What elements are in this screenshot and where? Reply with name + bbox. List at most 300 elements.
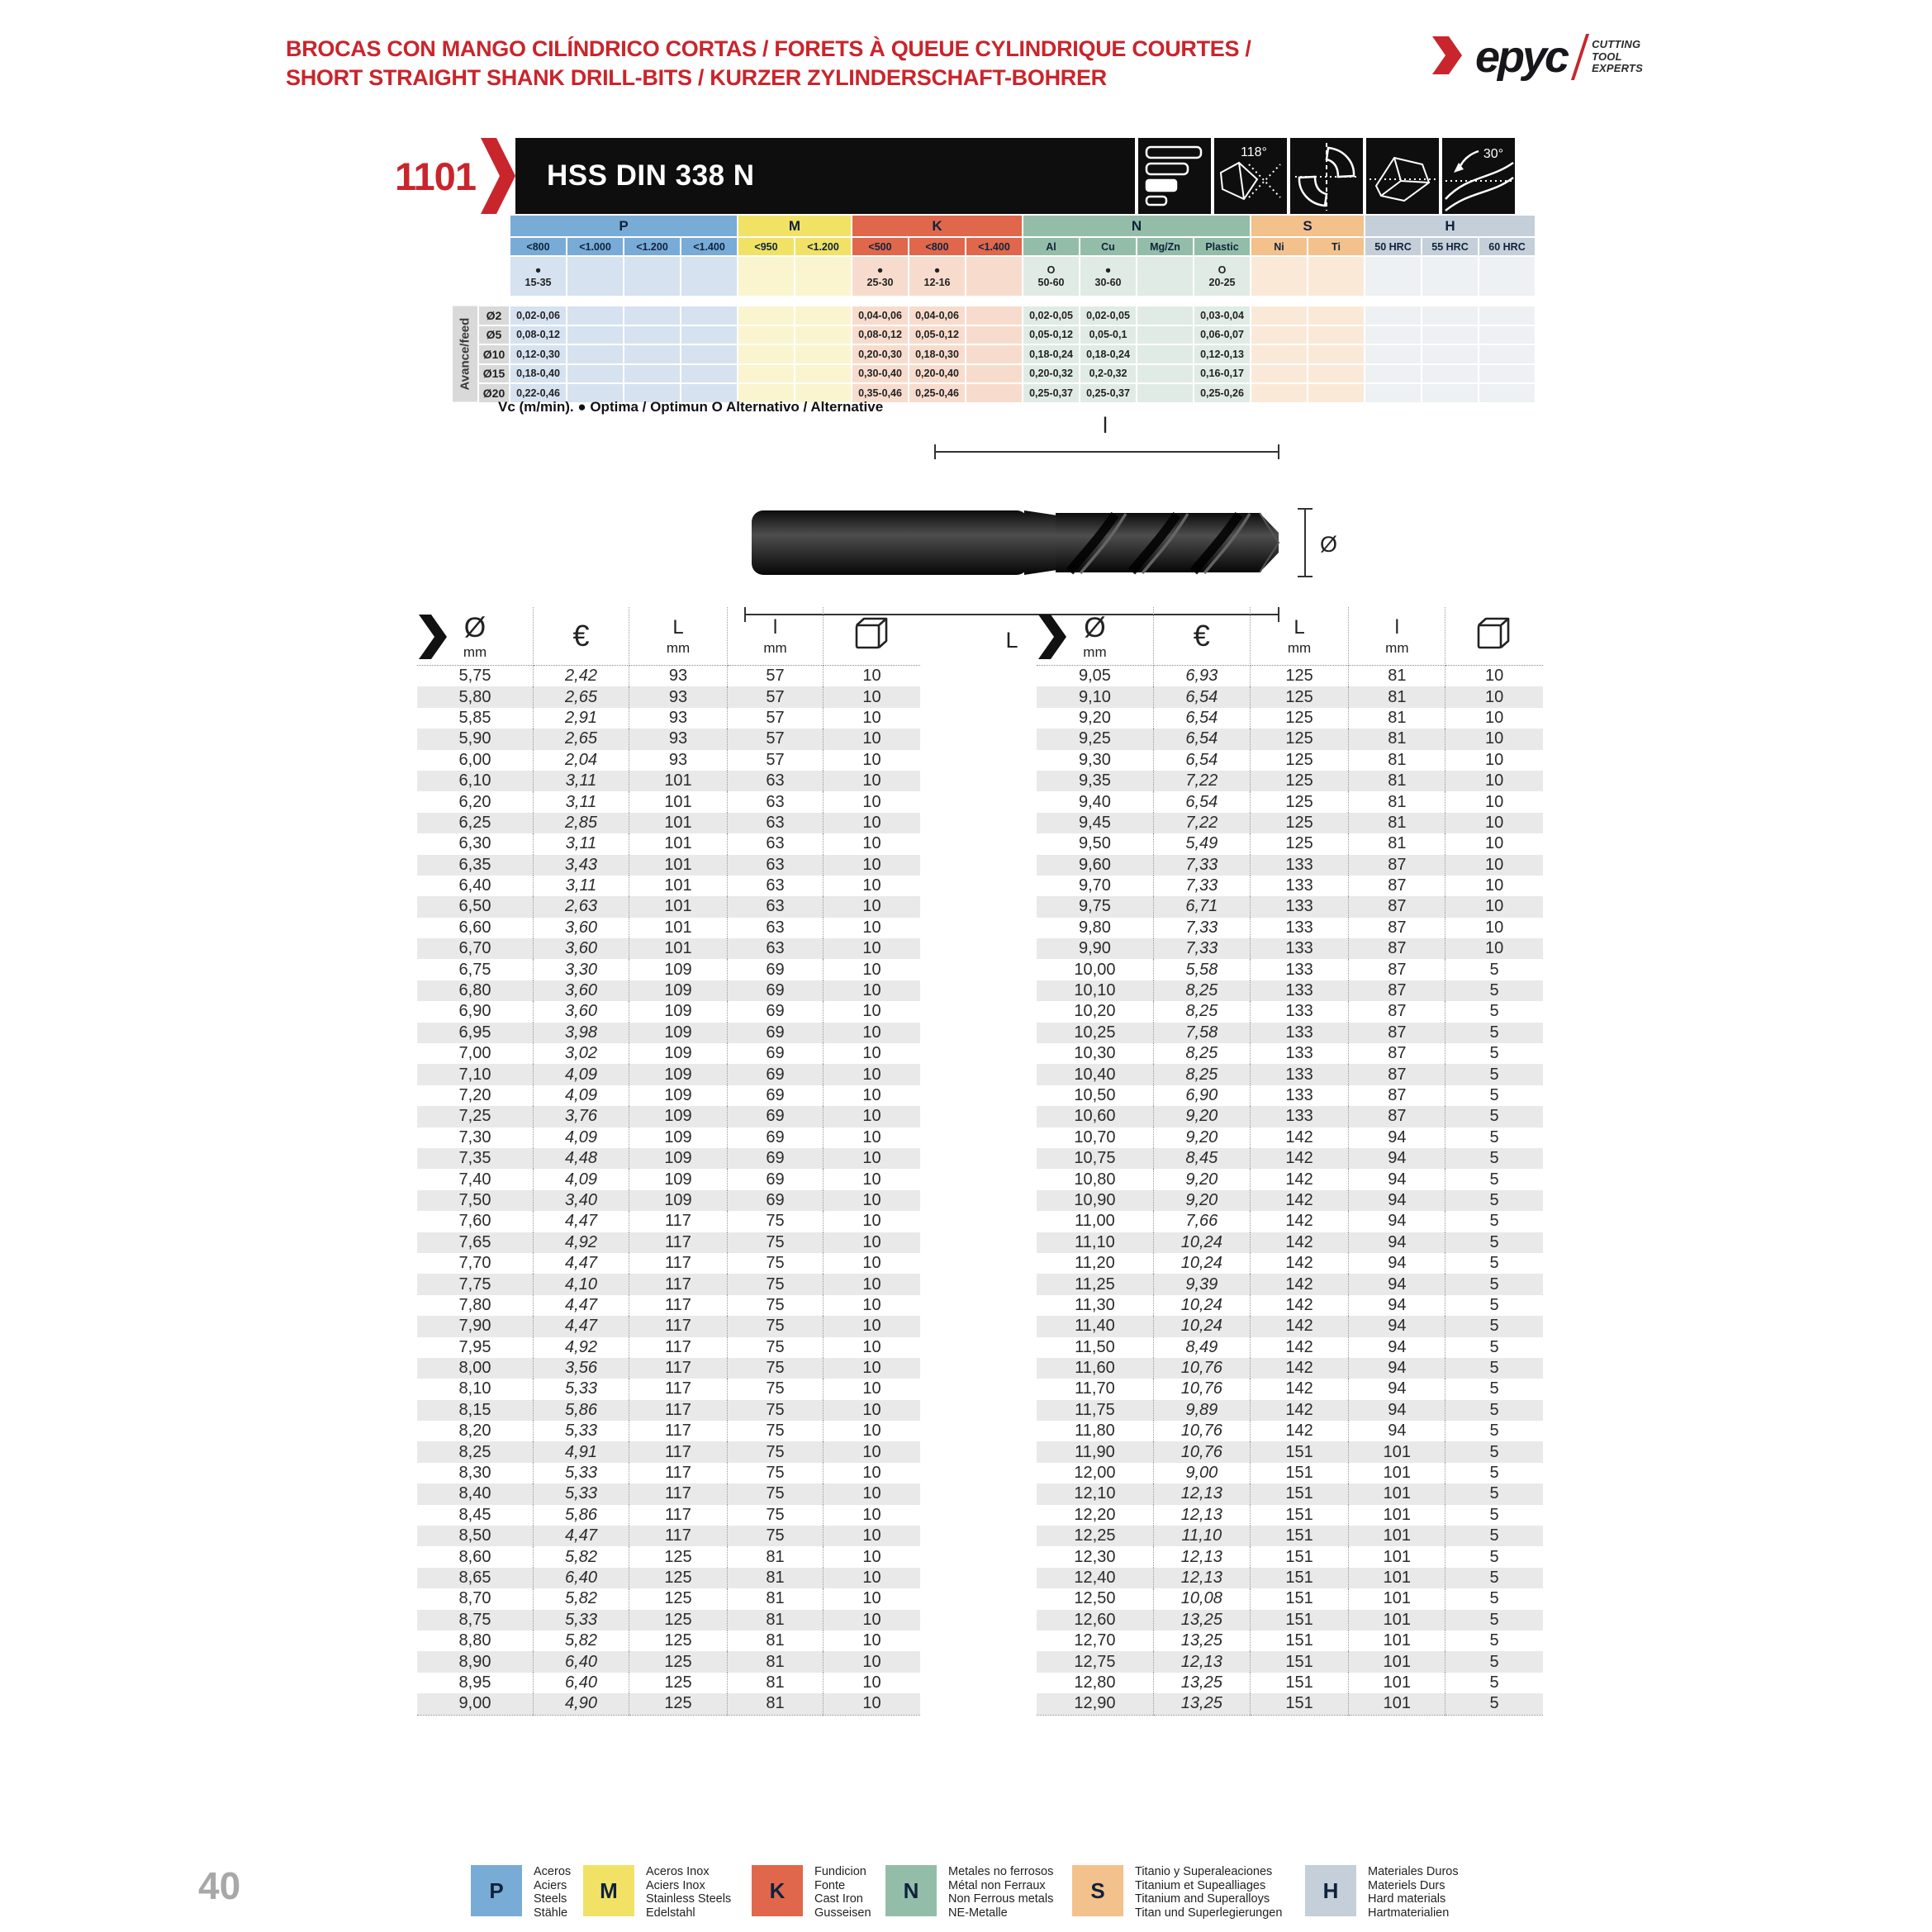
page-title <box>286 35 1251 93</box>
flute-length-cell: 81 <box>728 1588 824 1609</box>
pack-qty-cell: 10 <box>862 1589 881 1608</box>
diameter-dimension <box>1298 509 1313 577</box>
diameter-cell: 11,90 <box>1037 1441 1153 1462</box>
table-row <box>417 1546 920 1567</box>
diameter-cell: 12,25 <box>1037 1526 1153 1546</box>
pack-qty-cell: 10 <box>862 1547 881 1566</box>
flute-length-cell: 81 <box>728 1693 824 1715</box>
material-group-header-P: P <box>510 216 737 236</box>
feed-value-cell: 0,05-0,1 <box>1080 326 1136 344</box>
total-length-cell: 117 <box>629 1379 728 1399</box>
flute-length-cell: 101 <box>1349 1526 1445 1546</box>
total-length-cell: 125 <box>1250 791 1349 812</box>
optima-cell <box>624 257 680 296</box>
legend-swatch-M: M <box>583 1865 634 1916</box>
table-row <box>417 771 920 791</box>
total-length-cell: 109 <box>629 1001 728 1022</box>
diameter-cell: 9,10 <box>1037 686 1153 707</box>
total-length-cell: 142 <box>1250 1190 1349 1211</box>
table-row <box>417 1148 920 1169</box>
diameter-cell: 9,90 <box>1037 938 1153 959</box>
pack-qty-cell: 5 <box>1489 1254 1499 1273</box>
table-row <box>1037 896 1543 917</box>
pack-qty-cell: 10 <box>862 1400 881 1419</box>
table-row <box>1037 750 1543 771</box>
catalog-header-row <box>417 607 920 666</box>
pack-qty-cell: 10 <box>862 1002 881 1021</box>
feed-value-cell <box>681 365 737 383</box>
flute-length-cell: 81 <box>1349 666 1445 687</box>
product-name-bar <box>515 138 1135 214</box>
price-cell: 3,11 <box>534 833 629 854</box>
flute-length-cell: 81 <box>1349 750 1445 771</box>
pack-qty-cell: 10 <box>862 1065 881 1084</box>
table-row <box>417 1337 920 1358</box>
feed-value-cell <box>1365 384 1421 402</box>
feed-value-cell <box>738 326 794 344</box>
feed-value-cell: 0,04-0,06 <box>909 306 965 325</box>
total-length-cell: 109 <box>629 1148 728 1169</box>
price-cell: 4,09 <box>534 1064 629 1085</box>
table-row <box>417 1505 920 1526</box>
table-row <box>1037 1001 1543 1022</box>
price-cell: 7,58 <box>1153 1023 1250 1043</box>
flute-length-cell: 87 <box>1349 1106 1445 1127</box>
diameter-cell: 8,40 <box>417 1483 534 1504</box>
table-row <box>1037 1085 1543 1106</box>
pack-qty-cell: 10 <box>862 667 881 686</box>
pack-qty-cell: 5 <box>1489 1400 1499 1419</box>
pack-qty-cell: 5 <box>1489 1505 1499 1524</box>
price-cell: 3,11 <box>534 791 629 812</box>
total-length-cell: 109 <box>629 1127 728 1148</box>
price-cell: 4,47 <box>534 1295 629 1316</box>
diameter-cell: 9,05 <box>1037 666 1153 687</box>
price-cell: 6,40 <box>534 1651 629 1672</box>
optima-cell: O 20-25 <box>1194 257 1250 296</box>
feed-value-cell <box>966 365 1022 383</box>
brand-chevron-icon <box>1431 31 1474 83</box>
price-cell: 13,25 <box>1153 1673 1250 1693</box>
diameter-cell: 10,40 <box>1037 1064 1153 1085</box>
price-cell: 4,47 <box>534 1316 629 1336</box>
pack-qty-cell: 5 <box>1489 1002 1499 1021</box>
pack-qty-cell: 5 <box>1489 1232 1499 1251</box>
legend-item-N <box>885 1865 1053 1920</box>
catalog-table-left <box>417 607 917 1716</box>
total-length-cell: 101 <box>629 833 728 854</box>
flute-length-cell: 81 <box>728 1610 824 1631</box>
total-length-cell: 125 <box>1250 729 1349 749</box>
table-row <box>417 918 920 938</box>
flute-length-cell: 101 <box>1349 1546 1445 1567</box>
flute-length-cell: 81 <box>728 1631 824 1651</box>
total-length-cell: 151 <box>1250 1693 1349 1715</box>
feed-value-cell <box>567 306 623 325</box>
feed-value-cell <box>567 345 623 363</box>
brand-logo <box>1431 28 1643 86</box>
total-length-cell: 109 <box>629 1169 728 1189</box>
diameter-cell: 7,35 <box>417 1148 534 1169</box>
pack-qty-cell: 10 <box>862 771 881 790</box>
table-row <box>1037 1274 1543 1294</box>
total-length-cell: 93 <box>629 750 728 771</box>
total-length-cell: 125 <box>1250 666 1349 687</box>
flute-length-cell: 57 <box>728 686 824 707</box>
flute-length-cell: 63 <box>728 855 824 876</box>
table-row <box>1037 1568 1543 1588</box>
pack-qty-cell: 10 <box>862 729 881 748</box>
diameter-cell: 8,30 <box>417 1463 534 1483</box>
feed-value-cell <box>966 345 1022 363</box>
total-length-cell: 101 <box>629 896 728 917</box>
pack-qty-cell: 10 <box>862 1568 881 1587</box>
feed-value-cell <box>1251 326 1307 344</box>
pack-qty-cell: 5 <box>1489 1086 1499 1104</box>
pack-qty-cell: 5 <box>1489 1044 1499 1063</box>
diameter-cell: 11,50 <box>1037 1337 1153 1358</box>
diameter-column-header: Ø mm <box>1083 611 1107 660</box>
table-row <box>1037 938 1543 959</box>
diameter-cell: 10,25 <box>1037 1023 1153 1043</box>
table-row <box>1037 1421 1543 1441</box>
diameter-cell: 12,10 <box>1037 1483 1153 1504</box>
total-length-cell: 133 <box>1250 918 1349 938</box>
feed-value-cell <box>1422 384 1478 402</box>
price-cell: 10,76 <box>1153 1379 1250 1399</box>
pack-qty-cell: 10 <box>862 1232 881 1251</box>
feed-value-cell: 0,03-0,04 <box>1194 306 1250 325</box>
diameter-cell: 9,30 <box>1037 750 1153 771</box>
table-row <box>1037 686 1543 707</box>
table-row <box>1037 1379 1543 1399</box>
diameter-cell: 7,75 <box>417 1274 534 1294</box>
flute-length-cell: 63 <box>728 771 824 791</box>
diameter-cell: 7,40 <box>417 1169 534 1189</box>
total-length-cell: 117 <box>629 1441 728 1462</box>
pack-qty-cell: 10 <box>862 960 881 979</box>
price-cell: 3,43 <box>534 855 629 876</box>
feed-value-cell <box>966 384 1022 402</box>
pack-qty-cell: 5 <box>1489 1568 1499 1587</box>
price-cell: 8,25 <box>1153 1043 1250 1064</box>
feed-value-cell <box>738 306 794 325</box>
section-chevron-icon <box>1038 615 1066 663</box>
feed-value-cell: 0,08-0,12 <box>510 326 566 344</box>
price-cell: 7,22 <box>1153 771 1250 791</box>
flute-length-cell: 81 <box>1349 833 1445 854</box>
total-length-cell: 101 <box>629 938 728 959</box>
price-cell: 5,58 <box>1153 959 1250 980</box>
flute-length-label: l <box>1103 415 1108 438</box>
package-quantity-column-header <box>824 607 920 665</box>
pack-qty-cell: 5 <box>1489 1422 1499 1441</box>
flute-length-cell: 63 <box>728 791 824 812</box>
feed-value-cell: 0,04-0,06 <box>852 306 908 325</box>
flute-length-cell: 75 <box>728 1421 824 1441</box>
table-row <box>417 813 920 833</box>
total-length-cell: 101 <box>629 813 728 833</box>
total-length-cell: 125 <box>629 1673 728 1693</box>
price-cell: 4,09 <box>534 1127 629 1148</box>
feed-value-cell <box>1365 345 1421 363</box>
legend-labels: Aceros Inox Aciers Inox Stainless Steels Edelstahl <box>646 1865 732 1920</box>
diameter-cell: 8,45 <box>417 1505 534 1526</box>
speed-subcolumn-header: Plastic <box>1194 238 1250 255</box>
optima-cell: ● 12-16 <box>909 257 965 296</box>
flute-length-cell: 81 <box>728 1673 824 1693</box>
total-length-cell: 117 <box>629 1358 728 1379</box>
price-cell: 3,60 <box>534 938 629 959</box>
total-length-cell: 142 <box>1250 1274 1349 1294</box>
feed-row-diameter-label: Ø5 <box>479 326 509 344</box>
diameter-cell: 5,90 <box>417 729 534 749</box>
flute-length-cell: 101 <box>1349 1483 1445 1504</box>
price-cell: 5,33 <box>534 1610 629 1631</box>
table-row <box>417 1358 920 1379</box>
catalog-header-row <box>1037 607 1543 666</box>
table-row <box>417 1588 920 1609</box>
table-row <box>417 1441 920 1462</box>
pack-qty-cell: 10 <box>862 1023 881 1042</box>
price-cell: 6,90 <box>1153 1085 1250 1106</box>
flute-length-cell: 75 <box>728 1253 824 1274</box>
feed-value-cell <box>1137 306 1193 325</box>
feed-value-cell <box>795 345 851 363</box>
optima-cell <box>1422 257 1478 296</box>
pack-qty-cell: 10 <box>862 1652 881 1671</box>
table-row <box>417 686 920 707</box>
diameter-cell: 6,70 <box>417 938 534 959</box>
table-row <box>417 1651 920 1672</box>
total-length-cell: 142 <box>1250 1148 1349 1169</box>
diameter-cell: 9,20 <box>1037 708 1153 729</box>
pack-qty-cell: 5 <box>1489 1337 1499 1356</box>
flute-length-cell: 63 <box>728 833 824 854</box>
pack-qty-cell: 10 <box>862 1631 881 1650</box>
price-cell: 7,33 <box>1153 855 1250 876</box>
red-chevron-icon <box>481 138 515 214</box>
pack-qty-cell: 10 <box>1484 918 1504 937</box>
feed-value-cell <box>966 326 1022 344</box>
total-length-cell: 133 <box>1250 959 1349 980</box>
diameter-cell: 9,40 <box>1037 791 1153 812</box>
price-cell: 10,24 <box>1153 1316 1250 1336</box>
flute-length-cell: 63 <box>728 896 824 917</box>
legend-labels: Fundicion Fonte Cast Iron Gusseisen <box>814 1865 871 1920</box>
table-row <box>417 1463 920 1483</box>
pack-qty-cell: 10 <box>862 1505 881 1524</box>
diameter-cell: 11,10 <box>1037 1232 1153 1253</box>
diameter-cell: 12,20 <box>1037 1505 1153 1526</box>
pack-qty-cell: 5 <box>1489 1149 1499 1168</box>
optima-cell <box>795 257 851 296</box>
feed-value-cell <box>681 306 737 325</box>
speed-subcolumn-header: <1.200 <box>624 238 680 255</box>
legend-swatch-N: N <box>885 1865 937 1916</box>
material-group-header-M: M <box>738 216 851 236</box>
total-length-cell: 117 <box>629 1274 728 1294</box>
flute-length-cell: 63 <box>728 938 824 959</box>
feed-value-cell <box>1479 384 1535 402</box>
flute-length-cell: 87 <box>1349 918 1445 938</box>
diameter-cell: 10,75 <box>1037 1148 1153 1169</box>
flute-length-cell: 87 <box>1349 896 1445 917</box>
total-length-cell: 125 <box>629 1610 728 1631</box>
diameter-cell: 11,25 <box>1037 1274 1153 1294</box>
total-length-cell: 142 <box>1250 1358 1349 1379</box>
price-cell: 4,47 <box>534 1526 629 1546</box>
pack-qty-cell: 10 <box>862 1086 881 1104</box>
diameter-cell: 8,20 <box>417 1421 534 1441</box>
brand-wordmark: epyc <box>1475 32 1568 82</box>
total-length-cell: 142 <box>1250 1421 1349 1441</box>
diameter-cell: 12,60 <box>1037 1610 1153 1631</box>
table-row <box>417 1316 920 1336</box>
total-length-cell: 151 <box>1250 1546 1349 1567</box>
pack-qty-cell: 10 <box>862 1359 881 1378</box>
pack-qty-cell: 5 <box>1489 1547 1499 1566</box>
pack-qty-cell: 10 <box>1484 813 1504 832</box>
price-cell: 10,76 <box>1153 1441 1250 1462</box>
price-cell: 5,49 <box>1153 833 1250 854</box>
pack-qty-cell: 10 <box>1484 667 1504 686</box>
flute-length-cell: 101 <box>1349 1651 1445 1672</box>
total-length-cell: 109 <box>629 1064 728 1085</box>
legend-labels: Materiales Duros Materiels Durs Hard materials Hartmaterialien <box>1368 1865 1459 1920</box>
flute-length-cell: 101 <box>1349 1588 1445 1609</box>
feed-value-cell <box>567 326 623 344</box>
price-cell: 9,39 <box>1153 1274 1250 1294</box>
speed-subcolumn-header: 50 HRC <box>1365 238 1421 255</box>
pack-qty-cell: 10 <box>1484 729 1504 748</box>
table-row <box>1037 1610 1543 1631</box>
table-row <box>417 1001 920 1022</box>
price-cell: 2,85 <box>534 813 629 833</box>
total-length-cell: 117 <box>629 1253 728 1274</box>
flute-length-cell: 101 <box>1349 1610 1445 1631</box>
total-length-cell: 151 <box>1250 1526 1349 1546</box>
optima-cell <box>1365 257 1421 296</box>
table-row <box>417 1610 920 1631</box>
diameter-cell: 6,90 <box>417 1001 534 1022</box>
total-length-cell: 117 <box>629 1463 728 1483</box>
diameter-cell: 7,95 <box>417 1337 534 1358</box>
price-cell: 3,56 <box>534 1358 629 1379</box>
pack-qty-cell: 5 <box>1489 1212 1499 1231</box>
pack-qty-cell: 10 <box>862 834 881 853</box>
optima-cell <box>966 257 1022 296</box>
table-row <box>1037 1463 1543 1483</box>
diameter-cell: 12,30 <box>1037 1546 1153 1567</box>
total-length-cell: 142 <box>1250 1211 1349 1232</box>
diameter-cell: 8,90 <box>417 1651 534 1672</box>
feed-value-cell: 0,18-0,40 <box>510 365 566 383</box>
feed-value-cell <box>1422 345 1478 363</box>
price-cell: 9,89 <box>1153 1400 1250 1421</box>
speed-subcolumn-header: <950 <box>738 238 794 255</box>
diameter-cell: 5,80 <box>417 686 534 707</box>
table-row <box>417 876 920 896</box>
total-length-cell: 109 <box>629 1023 728 1043</box>
feed-value-cell <box>624 345 680 363</box>
flute-length-cell: 94 <box>1349 1232 1445 1253</box>
pack-qty-cell: 10 <box>1484 834 1504 853</box>
table-row <box>1037 1337 1543 1358</box>
diameter-cell: 9,25 <box>1037 729 1153 749</box>
table-row <box>1037 1483 1543 1504</box>
pack-qty-cell: 5 <box>1489 1610 1499 1629</box>
diameter-cell: 7,70 <box>417 1253 534 1274</box>
table-row <box>1037 666 1543 687</box>
total-length-cell: 101 <box>629 771 728 791</box>
price-cell: 5,82 <box>534 1546 629 1567</box>
price-cell: 13,25 <box>1153 1631 1250 1651</box>
table-row <box>417 1295 920 1316</box>
flute-length-cell: 94 <box>1349 1274 1445 1294</box>
price-column-header: € <box>572 619 590 653</box>
optima-cell <box>567 257 623 296</box>
diameter-cell: 7,20 <box>417 1085 534 1106</box>
table-row <box>417 1085 920 1106</box>
diameter-cell: 11,30 <box>1037 1295 1153 1316</box>
table-row <box>1037 1651 1543 1672</box>
price-cell: 2,65 <box>534 729 629 749</box>
flute-length-cell: 94 <box>1349 1295 1445 1316</box>
diameter-cell: 7,50 <box>417 1190 534 1211</box>
diameter-cell: 11,60 <box>1037 1358 1153 1379</box>
table-row <box>1037 833 1543 854</box>
feed-value-cell: 0,25-0,26 <box>1194 384 1250 402</box>
feed-value-cell <box>1137 384 1193 402</box>
price-cell: 3,60 <box>534 980 629 1001</box>
table-row <box>417 729 920 749</box>
table-row <box>1037 980 1543 1001</box>
diameter-cell: 10,00 <box>1037 959 1153 980</box>
table-row <box>417 1232 920 1253</box>
pack-qty-cell: 5 <box>1489 1190 1499 1209</box>
flute-length-cell: 75 <box>728 1400 824 1421</box>
feed-value-cell <box>738 365 794 383</box>
total-length-cell: 125 <box>629 1546 728 1567</box>
flute-length-column-header: l mm <box>1385 615 1409 656</box>
price-cell: 9,20 <box>1153 1106 1250 1127</box>
legend-swatch-H: H <box>1305 1865 1356 1916</box>
table-row <box>1037 1546 1543 1567</box>
flute-length-cell: 81 <box>1349 729 1445 749</box>
flute-length-cell: 87 <box>1349 980 1445 1001</box>
diameter-cell: 8,10 <box>417 1379 534 1399</box>
pack-qty-cell: 5 <box>1489 1317 1499 1336</box>
feed-value-cell: 0,02-0,05 <box>1023 306 1079 325</box>
flute-length-cell: 87 <box>1349 1001 1445 1022</box>
table-row <box>417 896 920 917</box>
total-length-cell: 109 <box>629 1190 728 1211</box>
price-cell: 6,54 <box>1153 729 1250 749</box>
total-length-cell: 142 <box>1250 1337 1349 1358</box>
material-group-header-N: N <box>1023 216 1250 236</box>
total-length-cell: 125 <box>629 1631 728 1651</box>
pack-qty-cell: 5 <box>1489 1484 1499 1503</box>
flute-length-cell: 75 <box>728 1337 824 1358</box>
diameter-cell: 11,40 <box>1037 1316 1153 1336</box>
diameter-cell: 6,35 <box>417 855 534 876</box>
price-cell: 4,47 <box>534 1211 629 1232</box>
total-length-cell: 101 <box>629 855 728 876</box>
price-cell: 6,40 <box>534 1673 629 1693</box>
feed-value-cell <box>1422 326 1478 344</box>
legend-item-M <box>583 1865 731 1920</box>
